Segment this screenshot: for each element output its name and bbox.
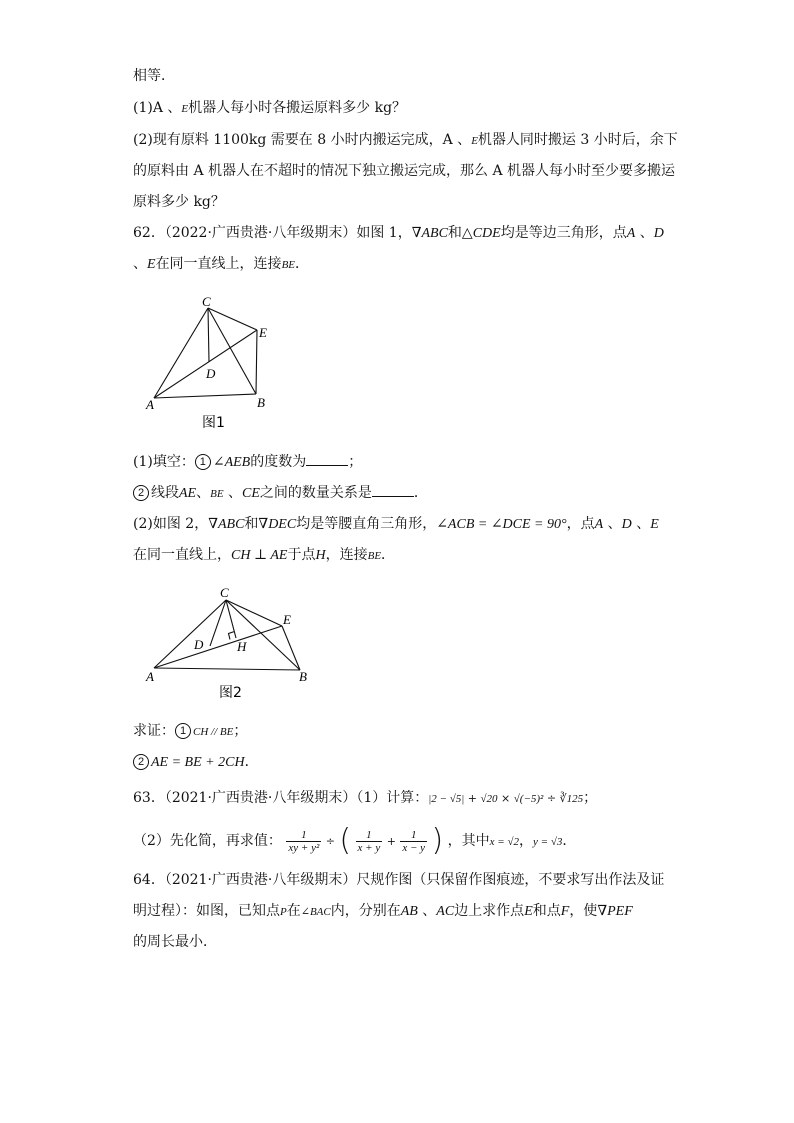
label-E: E (259, 325, 267, 340)
right-angle-mark (229, 632, 235, 640)
seg-AB (154, 668, 300, 670)
text-line: 的原料由 A 机器人在不超时的情况下独立搬运完成，那么 A 机器人每小时至少要多搬运 (133, 163, 676, 179)
label-D: D (206, 366, 216, 381)
question-62-fill2: 2 线段AE、BE 、CE之间的数量关系是 ． (133, 483, 428, 504)
question-64-line3: 的周长最小． (133, 934, 217, 950)
question-61-part1: (1)A 、E机器人每小时各搬运原料多少 kg？ (133, 100, 407, 116)
seg-CD (208, 308, 209, 362)
seg-AB (154, 394, 256, 398)
fraction: $\frac{1}{x - y}$ (402, 828, 426, 854)
label-B: B (257, 395, 265, 410)
text-line: 相等． (133, 68, 175, 84)
seg-CE (226, 600, 282, 626)
seg-AE (154, 626, 282, 668)
question-62-line2: 、E在同一直线上，连接BE． (133, 256, 310, 272)
answer-blank (372, 484, 414, 497)
fraction: $\frac{1}{x + y}$ (357, 828, 381, 854)
question-62-prove2: 2 AE = BE + 2CH． (133, 752, 259, 773)
label-C: C (220, 585, 229, 600)
fraction: $\frac{1}{\text{xy + y²}}$ (288, 828, 320, 854)
question-62-fill1: (1)填空： 1 ∠AEB的度数为 ； (133, 454, 363, 470)
question-62-head: 62．（2022·广西贵港·八年级期末）如图 1，∇ABC和△CDE均是等边三角形，点A 、D (133, 225, 664, 241)
seg-CB (208, 308, 256, 394)
fig2-caption: 图2 (219, 685, 242, 701)
seg-AC (154, 308, 208, 398)
question-61-part2: (2)现有原料 1100kg 需要在 8 小时内搬运完成，A 、E机器人同时搬运 3 小时后，余下 (133, 132, 678, 148)
figure-1 (140, 290, 290, 435)
label-A: A (146, 397, 154, 412)
seg-CB (226, 600, 300, 670)
question-63-part2: （2）先化简，再求值： $\frac{1}{\text{xy + y²}}$ ÷ ( $\frac{1}{x + y}$ + $\frac{1}{x - y}$ ) ，其中x = √2，y = √3． (133, 823, 577, 858)
seg-EB (282, 626, 300, 670)
seg-EB (256, 330, 257, 394)
question-64-line2: 明过程）：如图，已知点P在∠BAC内，分别在AB 、AC边上求作点E和点F，使∇PEF (133, 903, 633, 919)
seg-AE (154, 330, 257, 398)
question-64-line1: 64．（2021·广西贵港·八年级期末）尺规作图（只保留作图痕迹，不要求写出作法及证 (133, 872, 665, 888)
seg-AC (154, 600, 226, 668)
question-62-part2: (2)如图 2，∇ABC和∇DEC均是等腰直角三角形，∠ACB = ∠DCE = 90°，点A 、D 、E (133, 516, 659, 532)
answer-blank (306, 453, 348, 466)
question-62-part2-line2: 在同一直线上，CH ⊥ AE于点H，连接BE． (133, 547, 396, 563)
seg-CE (208, 308, 257, 330)
label-B: B (299, 669, 307, 684)
question-63-part1: 63．（2021·广西贵港·八年级期末）（1）计算：|2 − √5| + √20 × √(−5)² ÷ ∛125； (133, 790, 598, 806)
label-E: E (283, 612, 291, 627)
fig1-caption: 图1 (202, 415, 225, 431)
label-D: D (194, 637, 204, 652)
label-H: H (237, 639, 247, 654)
text-line: 原料多少 kg？ (133, 194, 225, 210)
question-62-prove1: 求证： 1 CH // BE； (133, 723, 248, 739)
figure-2 (140, 580, 320, 705)
label-C: C (202, 294, 211, 309)
label-A: A (146, 669, 154, 684)
